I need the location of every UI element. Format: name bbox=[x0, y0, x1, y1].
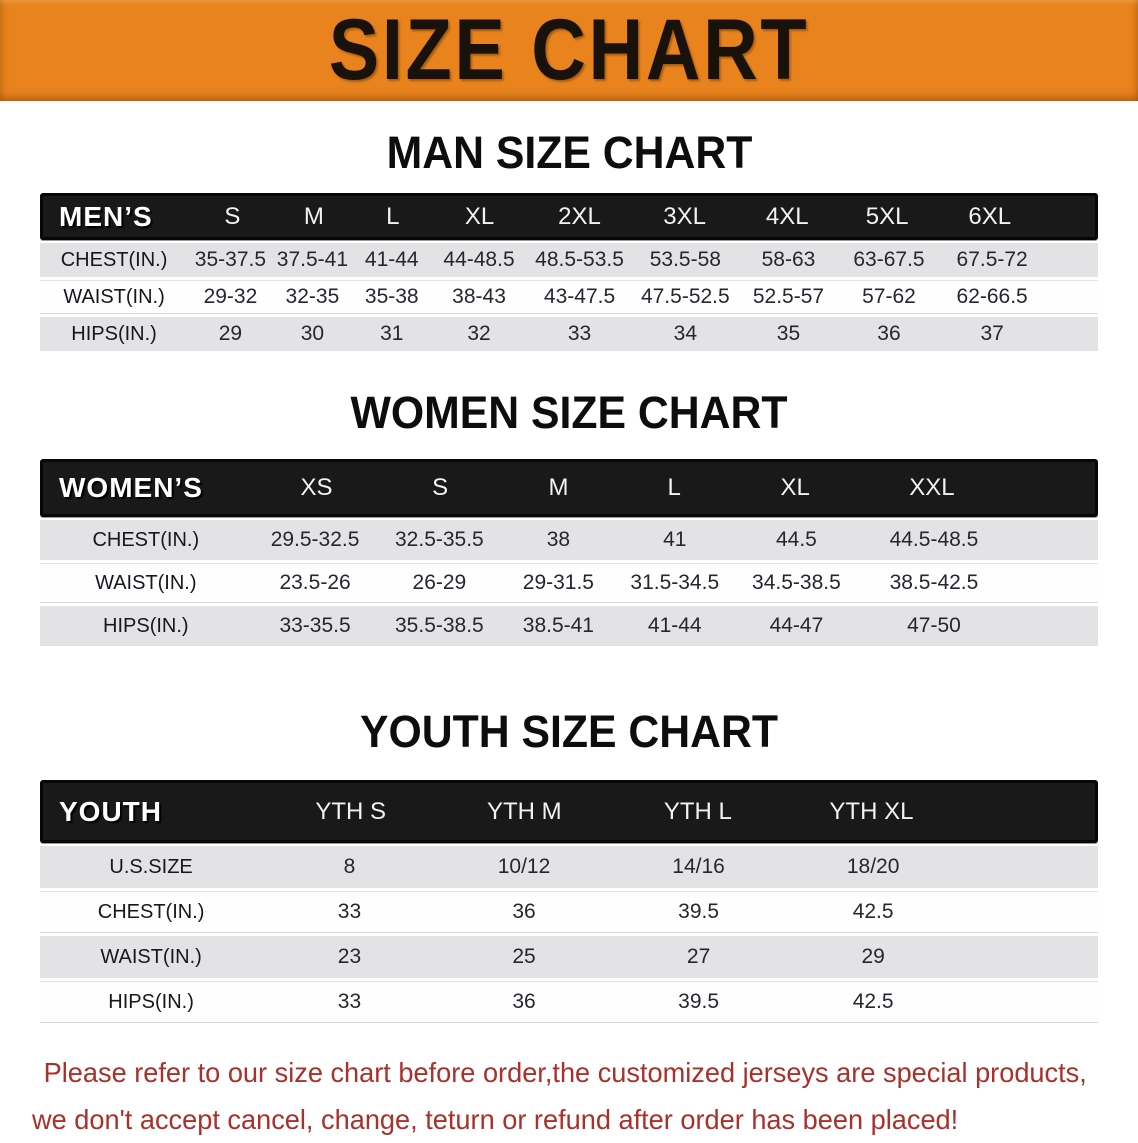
youth-section-title bbox=[0, 706, 1138, 758]
header-size-label: S bbox=[432, 474, 449, 501]
cell-value: 34.5-38.5 bbox=[752, 571, 841, 594]
header-size-label: M bbox=[303, 202, 324, 230]
row-label: CHEST(IN.) bbox=[60, 248, 168, 271]
row-label: CHEST(IN.) bbox=[92, 528, 200, 551]
header-size-label: XS bbox=[300, 474, 333, 501]
row-label: WAIST(IN.) bbox=[100, 945, 202, 968]
table-row bbox=[40, 520, 1098, 560]
cell-value: 41-44 bbox=[647, 614, 702, 637]
cell-value: 35-37.5 bbox=[194, 248, 267, 271]
cell-value: 32-35 bbox=[285, 285, 340, 308]
cell-value: 58-63 bbox=[761, 248, 816, 271]
cell-value: 31.5-34.5 bbox=[630, 571, 720, 594]
cell-value: 38.5-41 bbox=[522, 614, 594, 637]
man-size-table bbox=[40, 193, 1098, 351]
cell-value: 44.5-48.5 bbox=[889, 528, 979, 551]
row-label: U.S.SIZE bbox=[109, 855, 193, 878]
table-row bbox=[40, 563, 1098, 603]
women-section-title bbox=[0, 387, 1138, 439]
cell-value: 31 bbox=[380, 322, 404, 345]
cell-value: 29 bbox=[218, 322, 243, 345]
header-size-label: 2XL bbox=[558, 202, 601, 230]
header-size-label: L bbox=[667, 474, 681, 501]
cell-value: 18/20 bbox=[846, 855, 900, 878]
table-row bbox=[40, 891, 1098, 933]
cell-value: 33 bbox=[337, 990, 362, 1013]
cell-value: 32.5-35.5 bbox=[395, 528, 484, 551]
cell-value: 37.5-41 bbox=[276, 248, 349, 271]
table-row bbox=[40, 243, 1098, 277]
header-size-label: YTH S bbox=[315, 797, 387, 825]
cell-value: 39.5 bbox=[678, 900, 720, 923]
youth-size-chart-section bbox=[0, 706, 1138, 1023]
header-size-label: L bbox=[386, 202, 400, 230]
row-label: HIPS(IN.) bbox=[71, 322, 157, 345]
cell-value: 23.5-26 bbox=[279, 571, 351, 594]
note-line: we don't accept cancel, change, teturn or refund after order has been placed! bbox=[32, 1104, 959, 1135]
header-size-label: YTH L bbox=[663, 797, 732, 825]
cell-value: 57-62 bbox=[862, 285, 916, 308]
cell-value: 8 bbox=[343, 855, 356, 878]
size-chart-banner bbox=[0, 0, 1138, 101]
note-line: Please refer to our size chart before order,the customized jerseys are special products, bbox=[43, 1057, 1087, 1088]
cell-value: 52.5-57 bbox=[752, 285, 825, 308]
table-header-row bbox=[40, 459, 1098, 517]
women-size-table bbox=[40, 459, 1098, 646]
disclaimer-note bbox=[32, 1049, 1105, 1143]
cell-value: 53.5-58 bbox=[649, 248, 721, 271]
table-header-row bbox=[40, 193, 1098, 240]
header-group-label: WOMEN’S bbox=[59, 472, 203, 503]
cell-value: 36 bbox=[512, 900, 536, 923]
cell-value: 35 bbox=[776, 322, 801, 345]
header-group-label: MEN’S bbox=[59, 200, 153, 232]
cell-value: 42.5 bbox=[852, 900, 894, 923]
row-label: HIPS(IN.) bbox=[108, 990, 194, 1013]
header-size-label: S bbox=[224, 202, 241, 230]
row-label: CHEST(IN.) bbox=[97, 900, 205, 923]
cell-value: 26-29 bbox=[412, 571, 467, 594]
table-header-row bbox=[40, 780, 1098, 843]
header-size-label: YTH M bbox=[486, 797, 562, 825]
man-size-chart-section bbox=[0, 127, 1138, 351]
header-size-label: XL bbox=[780, 474, 810, 501]
cell-value: 38.5-42.5 bbox=[889, 571, 979, 594]
cell-value: 32 bbox=[467, 322, 491, 345]
section-title-text: MAN SIZE CHART bbox=[386, 127, 752, 178]
cell-value: 35-38 bbox=[364, 285, 419, 308]
cell-value: 35.5-38.5 bbox=[395, 614, 484, 637]
cell-value: 36 bbox=[512, 990, 536, 1013]
table-row bbox=[40, 936, 1098, 978]
cell-value: 44-47 bbox=[769, 614, 824, 637]
cell-value: 67.5-72 bbox=[956, 248, 1028, 271]
cell-value: 42.5 bbox=[852, 990, 894, 1013]
header-size-label: 5XL bbox=[865, 202, 909, 230]
cell-value: 62-66.5 bbox=[956, 285, 1028, 308]
section-title-text: WOMEN SIZE CHART bbox=[350, 387, 788, 438]
header-group-label: YOUTH bbox=[59, 795, 162, 827]
row-label: WAIST(IN.) bbox=[95, 571, 197, 594]
row-label: WAIST(IN.) bbox=[63, 285, 165, 308]
cell-value: 34 bbox=[673, 322, 698, 345]
section-title-text: YOUTH SIZE CHART bbox=[359, 706, 778, 757]
cell-value: 29.5-32.5 bbox=[270, 528, 360, 551]
cell-value: 38-43 bbox=[452, 285, 506, 308]
cell-value: 25 bbox=[512, 945, 536, 968]
cell-value: 47.5-52.5 bbox=[640, 285, 730, 308]
cell-value: 33-35.5 bbox=[279, 614, 351, 637]
cell-value: 29 bbox=[861, 945, 885, 968]
cell-value: 63-67.5 bbox=[853, 248, 925, 271]
cell-value: 33 bbox=[337, 900, 362, 923]
header-size-label: XL bbox=[464, 202, 495, 230]
cell-value: 48.5-53.5 bbox=[535, 248, 624, 271]
cell-value: 14/16 bbox=[672, 855, 725, 878]
cell-value: 44-48.5 bbox=[443, 248, 515, 271]
table-row bbox=[40, 606, 1098, 646]
table-row bbox=[40, 280, 1098, 314]
cell-value: 44.5 bbox=[775, 528, 817, 551]
header-size-label: 4XL bbox=[765, 202, 809, 230]
header-size-label: 3XL bbox=[663, 202, 706, 230]
women-size-chart-section bbox=[0, 387, 1138, 646]
table-row bbox=[40, 981, 1098, 1023]
cell-value: 39.5 bbox=[678, 990, 720, 1013]
cell-value: 10/12 bbox=[497, 855, 551, 878]
cell-value: 27 bbox=[686, 945, 711, 968]
cell-value: 47-50 bbox=[907, 614, 961, 637]
man-section-title bbox=[0, 127, 1138, 179]
youth-size-table bbox=[40, 780, 1098, 1023]
cell-value: 37 bbox=[980, 322, 1004, 345]
cell-value: 29-32 bbox=[203, 285, 258, 308]
table-row bbox=[40, 846, 1098, 888]
cell-value: 41-44 bbox=[364, 248, 419, 271]
header-size-label: M bbox=[548, 474, 569, 501]
cell-value: 29-31.5 bbox=[522, 571, 594, 594]
banner-title: SIZE CHART bbox=[328, 2, 810, 98]
cell-value: 43-47.5 bbox=[543, 285, 616, 308]
cell-value: 36 bbox=[877, 322, 901, 345]
cell-value: 38 bbox=[546, 528, 571, 551]
header-size-label: 6XL bbox=[968, 202, 1012, 230]
header-size-label: YTH XL bbox=[829, 797, 914, 825]
cell-value: 33 bbox=[567, 322, 592, 345]
table-row bbox=[40, 317, 1098, 351]
cell-value: 23 bbox=[337, 945, 362, 968]
header-size-label: XXL bbox=[909, 474, 955, 501]
cell-value: 41 bbox=[663, 528, 687, 551]
row-label: HIPS(IN.) bbox=[103, 614, 189, 637]
cell-value: 30 bbox=[300, 322, 325, 345]
